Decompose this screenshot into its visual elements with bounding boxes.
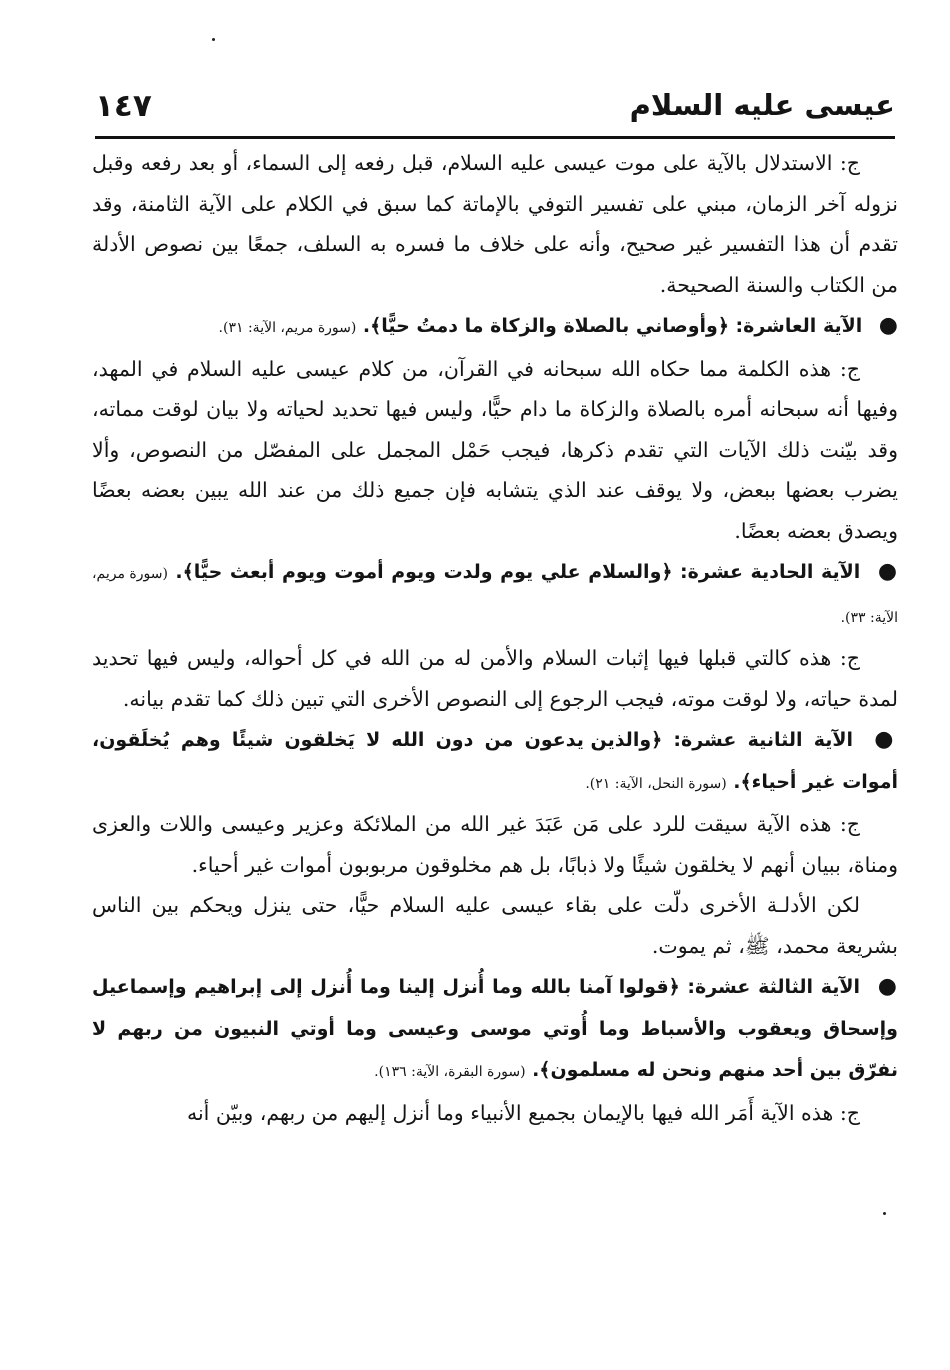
answer-paragraph: ج: الاستدلال بالآية على موت عيسى عليه السلام، قبل رفعه إلى السماء، أو بعد رفعه وقبل نزوله آخر الزمان، مبني على تفسير التوفي بالإماتة كما سبق في الكلام على الآية الثامنة، وقد تقدم أن هذا التفسير غير صحيح، وأنه على خلاف ما فسره به السلف، جمعًا بين نصوص الأدلة من الكتاب والسنة الصحيحة. [92,151,898,297]
verse-reference: (سورة البقرة، الآية: ١٣٦). [374,1064,526,1080]
answer-paragraph: ج: هذه الآية سيقت للرد على مَن عَبَدَ غير الله من الملائكة وعزير وعيسى واللات والعزى ومناة، ببيان أنهم لا يخلقون شيئًا ولا ذبابًا، بل هم مخلوقون مربوبون أموات غير أحياء. [92,812,898,877]
page-header [95,88,895,130]
verse-label: الآية الثالثة عشرة: [687,976,861,998]
bullet-icon: ● [877,974,898,999]
verse-heading [92,966,898,1093]
answer-paragraph: ج: هذه كالتي قبلها فيها إثبات السلام والأمن له من الله في كل أحواله، وليس فيها تحديد لمدة حياته، ولا لوقت موته، فيجب الرجوع إلى النصوص الأخرى التي تبين ذلك كما تقدم بيانه. [92,646,898,711]
verse-heading [92,305,898,349]
verse-quote: ﴿والذين يدعون من دون الله لا يَخلقون شيئًا وهم يُخلَقون، أموات غير أحياء﴾. [92,729,898,793]
body-text [92,143,898,1133]
verse-heading [92,551,898,638]
bullet-icon: ● [877,559,898,584]
verse-reference: (سورة مريم، الآية: ٣١). [218,320,357,336]
verse-heading [92,719,898,804]
header-rule [95,136,895,139]
verse-label: الآية الحادية عشرة: [680,561,861,583]
running-title: عيسى عليه السلام [629,88,895,122]
answer-paragraph: ج: هذه الكلمة مما حكاه الله سبحانه في القرآن، من كلام عيسى عليه السلام في المهد، وفيها أنه سبحانه أمره بالصلاة والزكاة ما دام حيًّا، وليس فيها تحديد لحياته ولا بيان لوقت مماته، وقد بيّنت ذلك الآيات التي تقدم ذكرها، فيجب حَمْل المجمل على المفصّل من النصوص، وألا يضرب بعضها ببعض، ولا يوقف عند الذي يتشابه فإن جميع ذلك من عند الله يبين بعضه بعضًا ويصدق بعضه بعضًا. [92,356,898,543]
verse-reference: (سورة مريم، الآية: ٣٣). [92,566,898,626]
scan-speck [883,1212,886,1215]
bullet-icon: ● [878,313,898,338]
scan-speck [212,38,215,41]
answer-paragraph: لكن الأدلـة الأخرى دلّت على بقاء عيسى عليه السلام حيًّا، حتى ينزل ويحكم بين الناس بشريعة محمد، ﷺ، ثم يموت. [92,893,898,958]
verse-label: الآية الثانية عشرة: [673,729,854,751]
page-number: ١٤٧ [95,88,152,124]
verse-quote: ﴿والسلام علي يوم ولدت ويوم أموت ويوم أبعث حيًّا﴾. [175,561,673,583]
bullet-icon: ● [874,727,898,752]
verse-label: الآية العاشرة: [735,315,863,337]
verse-quote: ﴿وأوصاني بالصلاة والزكاة ما دمتُ حيًّا﴾. [362,315,729,337]
answer-paragraph: ج: هذه الآية أَمَر الله فيها بالإيمان بجميع الأنبياء وما أنزل إليهم من ربهم، وبيّن أنه [186,1100,860,1125]
verse-reference: (سورة النحل، الآية: ٢١). [585,775,727,792]
verse-quote: ﴿قولوا آمنا بالله وما أُنزل إلينا وما أُنزل إلى إبراهيم وإسماعيل وإسحاق ويعقوب والأسباط وما أُوتي موسى وعيسى وما أوتي النبيون من ربهم لا نفرّق بين أحد منهم ونحن له مسلمون﴾. [92,976,898,1081]
